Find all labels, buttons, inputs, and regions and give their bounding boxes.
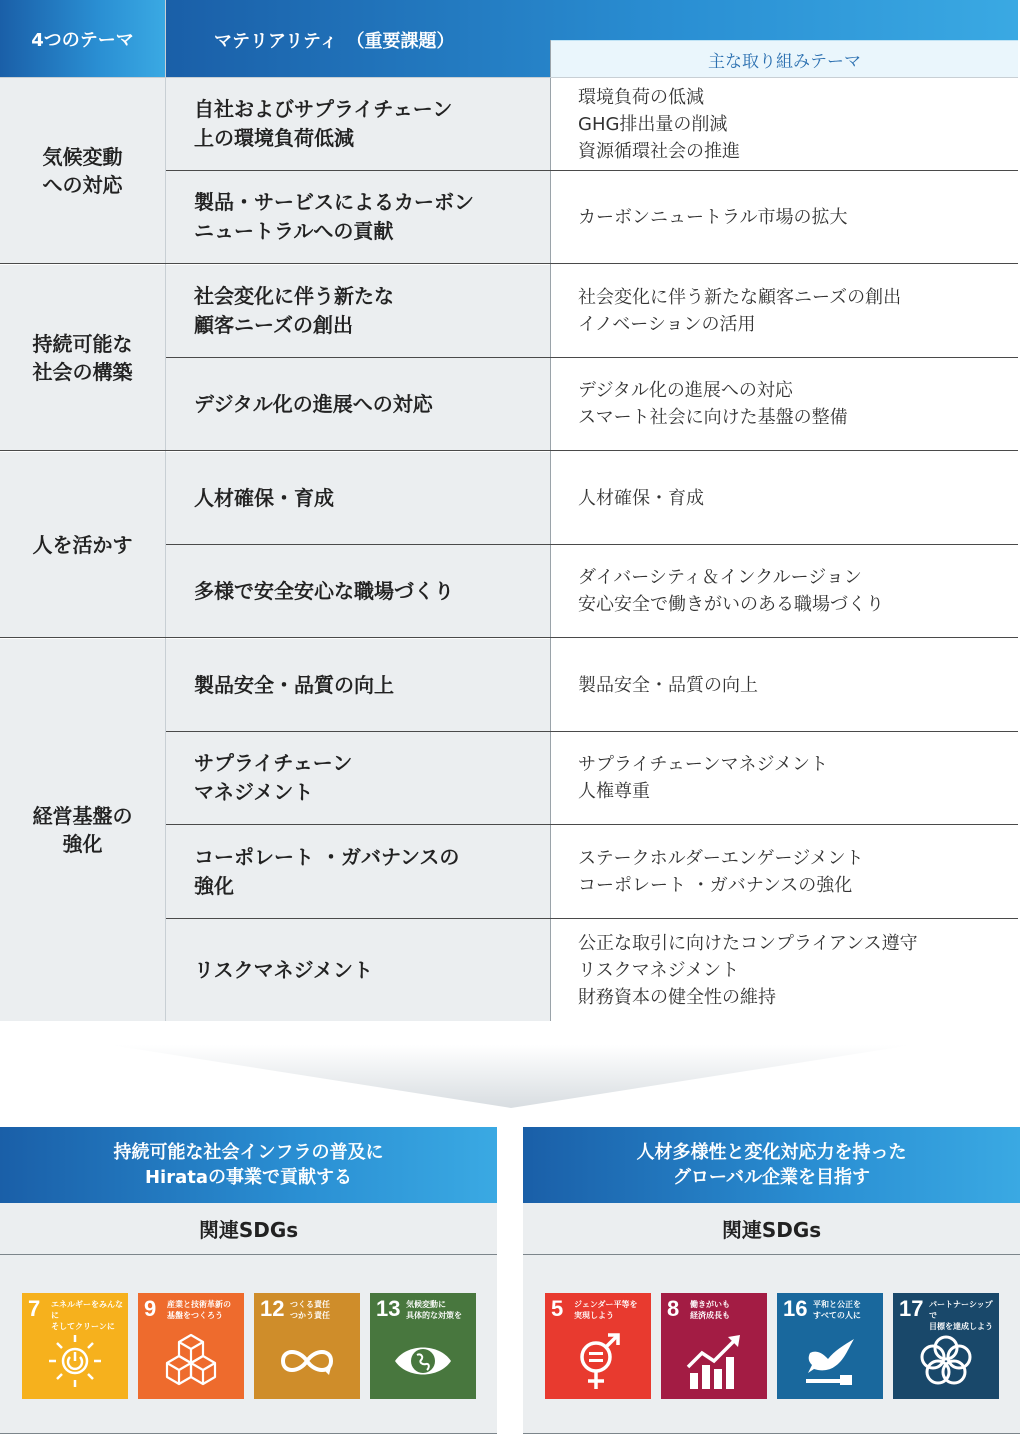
sdg-text: つくる責任 つかう責任 [290,1300,330,1320]
sdg-17-tile [893,1293,999,1399]
theme-management-foundation: 経営基盤の 強化 [0,639,165,1021]
growth-chart-icon [684,1331,744,1391]
rings-icon [916,1331,976,1391]
sdg-12-tile [254,1293,360,1399]
sdg-number: 9 [144,1296,157,1321]
task-row: 環境負荷の低減 GHG排出量の削減 資源循環社会の推進 [551,78,1018,170]
infinity-icon [277,1331,337,1391]
task-row: ダイバーシティ＆インクルージョン 安心安全で働きがいのある職場づくり [551,545,1018,637]
sdg-text: ジェンダー平等を 実現しよう [574,1300,638,1320]
divider [0,637,1018,638]
sdg-5-tile [545,1293,651,1399]
materiality-row: 製品・サービスによるカーボン ニュートラルへの貢献 [166,171,550,263]
theme-people: 人を活かす [0,452,165,637]
task-row: 公正な取引に向けたコンプライアンス遵守 リスクマネジメント 財務資本の健全性の維持 [551,919,1018,1021]
header-materiality-label: マテリアリティ （重要課題） [214,31,455,52]
sdg-9-tile [138,1293,244,1399]
header-subtheme-label: 主な取り組みテーマ [708,51,861,72]
sdg-label: 関連SDGs [523,1203,1020,1255]
header-theme [0,0,165,77]
sdg-number: 5 [551,1296,564,1321]
sdg-number: 12 [260,1296,285,1321]
sdg-8-tile [661,1293,767,1399]
sdg-text: 平和と公正を すべての人に [813,1300,861,1320]
task-row: サプライチェーンマネジメント 人権尊重 [551,732,1018,824]
divider [0,263,1018,264]
sdg-13-tile [370,1293,476,1399]
dove-gavel-icon [800,1331,860,1391]
divider [0,450,1018,451]
task-row: カーボンニュートラル市場の拡大 [551,171,1018,263]
materiality-row: 社会変化に伴う新たな 顧客ニーズの創出 [166,265,550,357]
sdg-number: 17 [899,1296,924,1321]
materiality-row: コーポレート ・ガバナンスの 強化 [166,825,550,918]
theme-climate: 気候変動 への対応 [0,78,165,263]
materiality-row: デジタル化の進展への対応 [166,358,550,450]
materiality-row: サプライチェーン マネジメント [166,732,550,824]
sun-power-icon [45,1331,105,1391]
task-row: デジタル化の進展への対応 スマート社会に向けた基盤の整備 [551,358,1018,450]
divider [166,544,1018,545]
materiality-row: 自社およびサプライチェーン 上の環境負荷低減 [166,78,550,170]
header-theme-label: 4つのテーマ [31,29,134,51]
header-subtheme [550,40,1018,77]
task-row: 社会変化に伴う新たな顧客ニーズの創出 イノベーションの活用 [551,265,1018,357]
sdg-number: 7 [28,1296,41,1321]
divider [550,40,551,1021]
sdg-number: 8 [667,1296,680,1321]
cubes-icon [161,1331,221,1391]
divider [165,0,166,1021]
materiality-row: 多様で安全安心な職場づくり [166,545,550,637]
materiality-row: 人材確保・育成 [166,452,550,544]
panel-infrastructure [0,1127,497,1434]
task-row: 製品安全・品質の向上 [551,639,1018,731]
sdg-label: 関連SDGs [0,1203,497,1255]
header-materiality [166,0,1018,77]
panel-title: 持続可能な社会インフラの普及に Hirataの事業で貢献する [0,1127,497,1203]
sdg-text: 気候変動に 具体的な対策を [406,1300,462,1320]
materiality-row: 製品安全・品質の向上 [166,639,550,731]
divider [166,824,1018,825]
sdg-16-tile [777,1293,883,1399]
sdg-text: 産業と技術革新の 基盤をつくろう [167,1300,231,1320]
divider [166,918,1018,919]
sdg-7-tile [22,1293,128,1399]
panel-global-company [523,1127,1020,1434]
divider [166,357,1018,358]
task-row: 人材確保・育成 [551,452,1018,544]
task-row: ステークホルダーエンゲージメント コーポレート ・ガバナンスの強化 [551,825,1018,918]
sdg-text: パートナーシップで 目標を達成しよう [929,1300,993,1331]
panel-title: 人材多様性と変化対応力を持った グローバル企業を目指す [523,1127,1020,1203]
divider [166,170,1018,171]
funnel-arrow [0,1040,1022,1110]
sdg-text: 働きがいも 経済成長も [690,1300,730,1320]
eye-globe-icon [393,1331,453,1391]
sdg-number: 16 [783,1296,808,1321]
materiality-row: リスクマネジメント [166,919,550,1021]
gender-equality-icon [568,1331,628,1391]
theme-sustainable-society: 持続可能な 社会の構築 [0,265,165,450]
divider [166,731,1018,732]
sdg-number: 13 [376,1296,401,1321]
sdg-text: エネルギーをみんなに そしてクリーンに [51,1300,123,1331]
divider [0,77,1018,78]
